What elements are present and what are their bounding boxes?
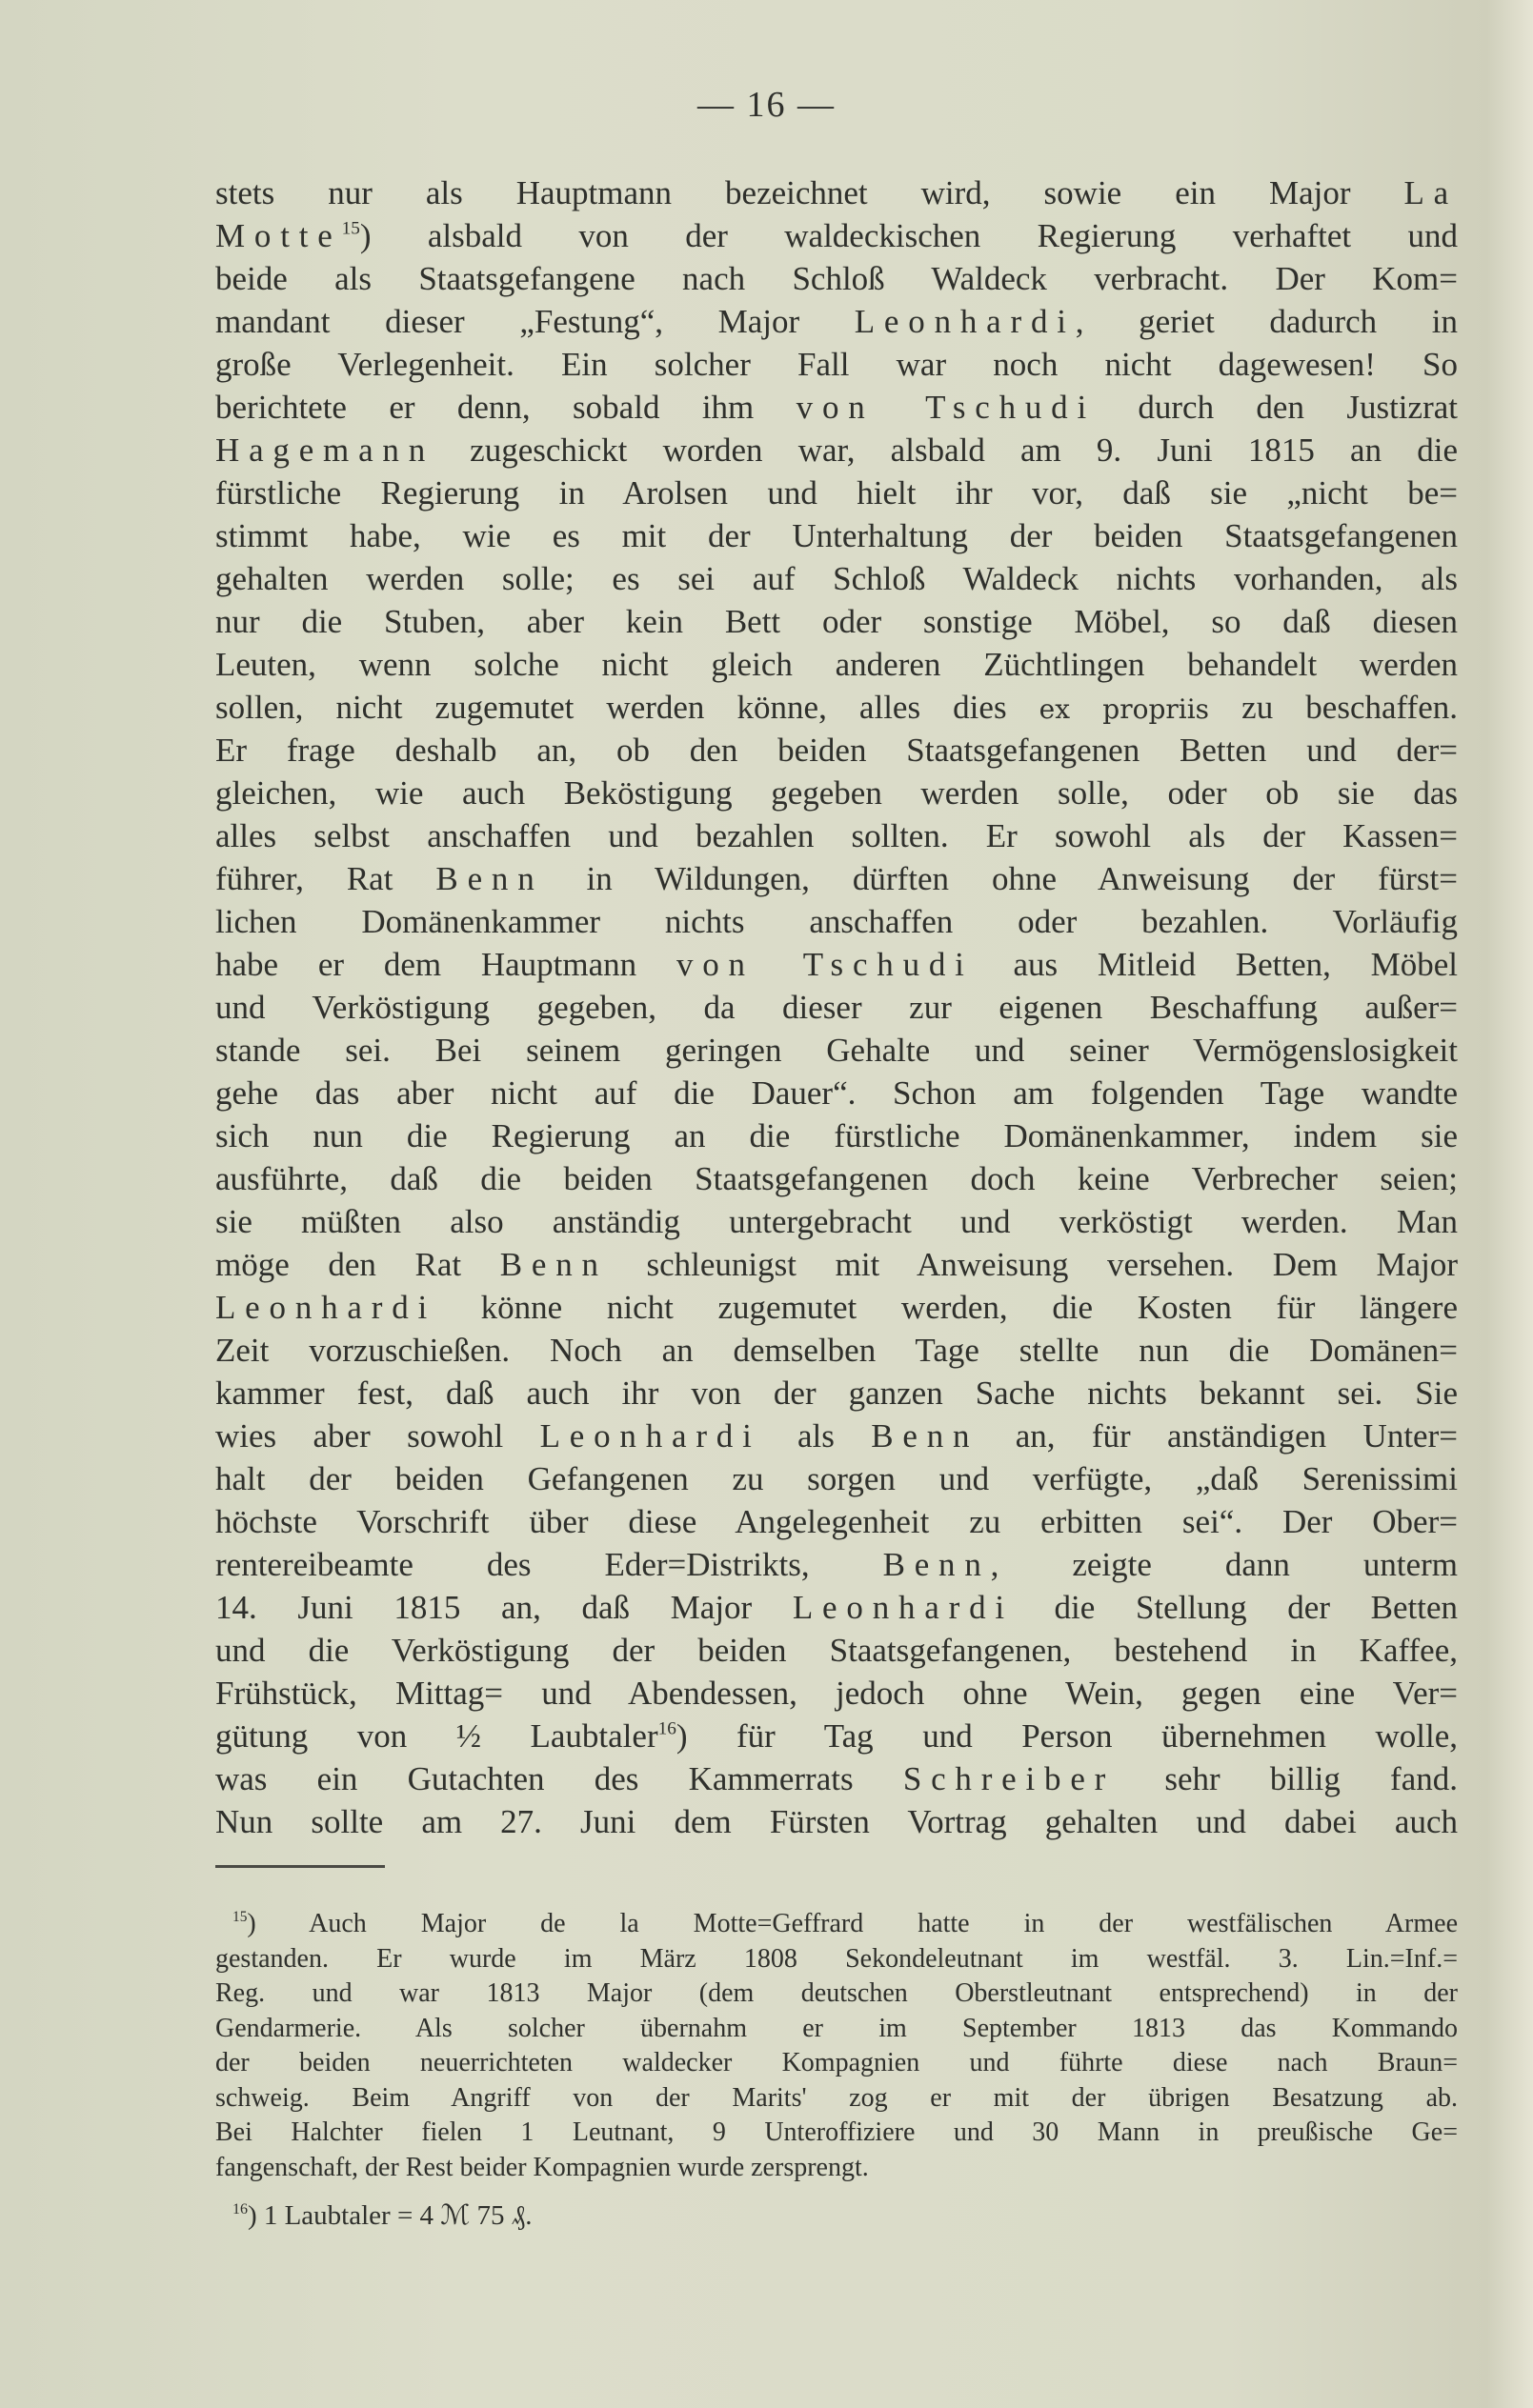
text-segment: mandant dieser „Festung“, Major <box>215 303 855 340</box>
text-segment: zugeschickt worden war, alsbald am 9. Juni 1815 an die <box>434 431 1458 469</box>
text-segment: könne nicht zugemutet werden, die Kosten für längere <box>436 1289 1458 1326</box>
text-line <box>215 429 1458 472</box>
text-line <box>215 1457 1458 1500</box>
spaced-name: Leonhardi <box>792 1589 1014 1626</box>
text-segment: möge den Rat <box>215 1246 500 1283</box>
footnote-16 <box>232 2197 533 2235</box>
text-segment: beide als Staatsgefangene nach Schloß Waldeck verbracht. Der Kom= <box>215 260 1458 297</box>
text-line <box>215 171 1458 214</box>
text-line <box>215 1715 1458 1757</box>
footnote-line <box>215 1907 1458 1942</box>
text-segment: aus Mitleid Betten, Möbel <box>973 946 1458 983</box>
text-line <box>215 343 1458 386</box>
text-segment: sollen, nicht zugemutet werden könne, alles dies <box>215 689 1039 726</box>
text-line <box>215 729 1458 772</box>
text-segment: durch den Justizrat <box>1096 389 1458 426</box>
spaced-name: Leonhardi <box>215 1289 437 1326</box>
text-line <box>215 257 1458 300</box>
text-line <box>215 600 1458 643</box>
spaced-name: Hagemann <box>215 431 435 469</box>
spaced-name: La <box>1403 174 1458 211</box>
footnote-ref: 15 <box>341 218 360 239</box>
text-line <box>215 1586 1458 1629</box>
text-segment: gestanden. Er wurde im März 1808 Sekondeleutnant im westfäl. 3. Lin.=Inf.= <box>215 1943 1458 1974</box>
footnote-line <box>215 2046 1458 2081</box>
text-line <box>215 943 1458 986</box>
text-line <box>215 1372 1458 1415</box>
footnote-ref: 16 <box>657 1718 676 1739</box>
text-line <box>215 300 1458 343</box>
text-segment: fangenschaft, der Rest beider Kompagnien wurde zersprengt. <box>215 2152 869 2182</box>
latin-phrase: ex propriis <box>1039 693 1210 725</box>
footnote-line <box>215 2081 1458 2117</box>
text-line <box>215 1072 1458 1114</box>
text-segment: Er frage deshalb an, ob den beiden Staatsgefangenen Betten und der= <box>215 732 1458 769</box>
text-segment: schweig. Beim Angriff von der Marits' zog er mit der übrigen Besatzung ab. <box>215 2082 1458 2113</box>
page-number: — 16 — <box>697 85 836 125</box>
text-segment: 14. Juni 1815 an, daß Major <box>215 1589 793 1626</box>
spaced-name: Motte <box>215 217 342 254</box>
text-segment: schleunigst mit Anweisung versehen. Dem Major <box>607 1246 1458 1283</box>
text-line <box>215 986 1458 1029</box>
text-segment: sie müßten also anständig untergebracht und verköstigt werden. Man <box>215 1203 1458 1240</box>
text-segment: Bei Halchter fielen 1 Leutnant, 9 Unteroffiziere und 30 Mann in preußische Ge= <box>215 2117 1458 2147</box>
spaced-name: Leonhardi <box>539 1417 761 1455</box>
text-segment: fürstliche Regierung in Arolsen und hielt ihr vor, daß sie „nicht be= <box>215 474 1458 512</box>
spaced-name: von Tschudi <box>676 946 974 983</box>
text-segment: lichen Domänenkammer nichts anschaffen oder bezahlen. Vorläufig <box>215 903 1458 940</box>
spaced-name: Leonhardi <box>854 303 1076 340</box>
text-line <box>215 1415 1458 1457</box>
text-segment: die Stellung der Betten <box>1013 1589 1458 1626</box>
text-segment: Nun sollte am 27. Juni dem Fürsten Vortrag gehalten und dabei auch <box>215 1803 1458 1840</box>
text-segment: nur die Stuben, aber kein Bett oder sonstige Möbel, so daß diesen <box>215 603 1458 640</box>
text-segment: berichtete er denn, sobald ihm <box>215 389 797 426</box>
footnote-line <box>215 2151 1458 2186</box>
text-segment: stimmt habe, wie es mit der Unterhaltung der beiden Staatsgefangenen <box>215 517 1458 554</box>
text-segment: , zeigte dann unterm <box>990 1546 1458 1583</box>
text-segment: zu beschaffen. <box>1209 689 1458 726</box>
text-line <box>215 214 1458 257</box>
text-line <box>215 557 1458 600</box>
text-segment: ) Auch Major de la Motte=Geffrard hatte in der westfälischen Armee <box>247 1909 1458 1938</box>
text-segment: , geriet dadurch in <box>1075 303 1458 340</box>
text-line <box>215 643 1458 686</box>
spaced-name: Benn <box>499 1246 608 1283</box>
footnote-line <box>215 1942 1458 1977</box>
text-segment: habe er dem Hauptmann <box>215 946 676 983</box>
text-line <box>215 1243 1458 1286</box>
text-segment: höchste Vorschrift über diese Angelegenheit zu erbitten sei“. Der Ober= <box>215 1503 1458 1540</box>
text-line <box>215 1157 1458 1200</box>
text-line <box>215 1329 1458 1372</box>
text-segment: gütung von ½ Laubtaler <box>215 1717 658 1755</box>
footnote-line <box>215 1977 1458 2012</box>
text-segment: gehalten werden solle; es sei auf Schloß Waldeck nichts vorhanden, als <box>215 560 1458 597</box>
text-line <box>215 514 1458 557</box>
text-line <box>215 1029 1458 1072</box>
text-line <box>215 1672 1458 1715</box>
text-segment: Gendarmerie. Als solcher übernahm er im September 1813 das Kommando <box>215 2013 1458 2043</box>
text-line <box>215 1629 1458 1672</box>
text-segment: rentereibeamte des Eder=Distrikts, <box>215 1546 883 1583</box>
text-segment: wies aber sowohl <box>215 1417 540 1455</box>
text-segment: und Verköstigung gegeben, da dieser zur eigenen Beschaffung außer= <box>215 989 1458 1026</box>
text-segment: Frühstück, Mittag= und Abendessen, jedoch ohne Wein, gegen eine Ver= <box>215 1675 1458 1712</box>
text-line <box>215 1286 1458 1329</box>
text-line <box>215 1500 1458 1543</box>
text-line <box>215 472 1458 514</box>
text-segment: ) für Tag und Person übernehmen wolle, <box>676 1717 1458 1755</box>
text-line <box>215 1757 1458 1800</box>
text-line <box>215 857 1458 900</box>
spaced-name: von Tschudi <box>796 389 1096 426</box>
text-segment: was ein Gutachten des Kammerrats <box>215 1760 903 1797</box>
spaced-name: Benn <box>882 1546 991 1583</box>
footnote-ref: 16 <box>232 2200 248 2217</box>
text-line <box>215 900 1458 943</box>
text-segment: ) alsbald von der waldeckischen Regierung verhaftet und <box>359 217 1458 254</box>
text-segment: Leuten, wenn solche nicht gleich anderen Züchtlingen behandelt werden <box>215 646 1458 683</box>
spaced-name: Schreiber <box>902 1760 1116 1797</box>
text-line <box>215 1543 1458 1586</box>
body-text <box>215 171 1458 1843</box>
text-line <box>215 1200 1458 1243</box>
footnote-divider <box>215 1865 385 1868</box>
text-line <box>215 814 1458 857</box>
text-segment: halt der beiden Gefangenen zu sorgen und verfügte, „daß Serenissimi <box>215 1460 1458 1497</box>
text-segment: kammer fest, daß auch ihr von der ganzen Sache nichts bekannt sei. Sie <box>215 1375 1458 1412</box>
text-segment: sich nun die Regierung an die fürstliche Domänenkammer, indem sie <box>215 1117 1458 1154</box>
text-segment: gleichen, wie auch Beköstigung gegeben werden solle, oder ob sie das <box>215 774 1458 812</box>
footnote-ref: 15 <box>232 1909 248 1926</box>
text-segment: in Wildungen, dürften ohne Anweisung der fürst= <box>543 860 1458 897</box>
text-segment: stande sei. Bei seinem geringen Gehalte und seiner Vermögenslosigkeit <box>215 1032 1458 1069</box>
text-segment: stets nur als Hauptmann bezeichnet wird, sowie ein Major <box>215 174 1404 211</box>
text-segment: und die Verköstigung der beiden Staatsgefangenen, bestehend in Kaffee, <box>215 1632 1458 1669</box>
spaced-name: Benn <box>871 1417 979 1455</box>
text-segment: gehe das aber nicht auf die Dauer“. Schon am folgenden Tage wandte <box>215 1074 1458 1112</box>
text-segment: der beiden neuerrichteten waldecker Kompagnien und führte diese nach Braun= <box>215 2048 1458 2077</box>
text-segment: als <box>760 1417 872 1455</box>
text-line <box>215 386 1458 429</box>
spaced-name: Benn <box>435 860 544 897</box>
text-segment: große Verlegenheit. Ein solcher Fall war noch nicht dagewesen! So <box>215 346 1458 383</box>
footnote-15 <box>215 1907 1458 2185</box>
text-segment: ) 1 Laubtaler = 4 ℳ 75 ₰. <box>247 2200 533 2231</box>
text-line <box>215 1114 1458 1157</box>
text-segment: führer, Rat <box>215 860 436 897</box>
text-segment: ausführte, daß die beiden Staatsgefangenen doch keine Verbrecher seien; <box>215 1160 1458 1197</box>
text-line <box>215 1800 1458 1843</box>
text-segment: alles selbst anschaffen und bezahlen sollten. Er sowohl als der Kassen= <box>215 817 1458 854</box>
text-segment: Reg. und war 1813 Major (dem deutschen Oberstleutnant entsprechend) in der <box>215 1978 1458 2008</box>
text-line <box>215 772 1458 814</box>
text-segment: sehr billig fand. <box>1115 1760 1458 1797</box>
text-segment: Zeit vorzuschießen. Noch an demselben Tage stellte nun die Domänen= <box>215 1332 1458 1369</box>
text-line <box>215 686 1458 729</box>
text-segment: an, für anständigen Unter= <box>978 1417 1458 1455</box>
footnote-line <box>215 2012 1458 2047</box>
footnote-line <box>215 2116 1458 2151</box>
